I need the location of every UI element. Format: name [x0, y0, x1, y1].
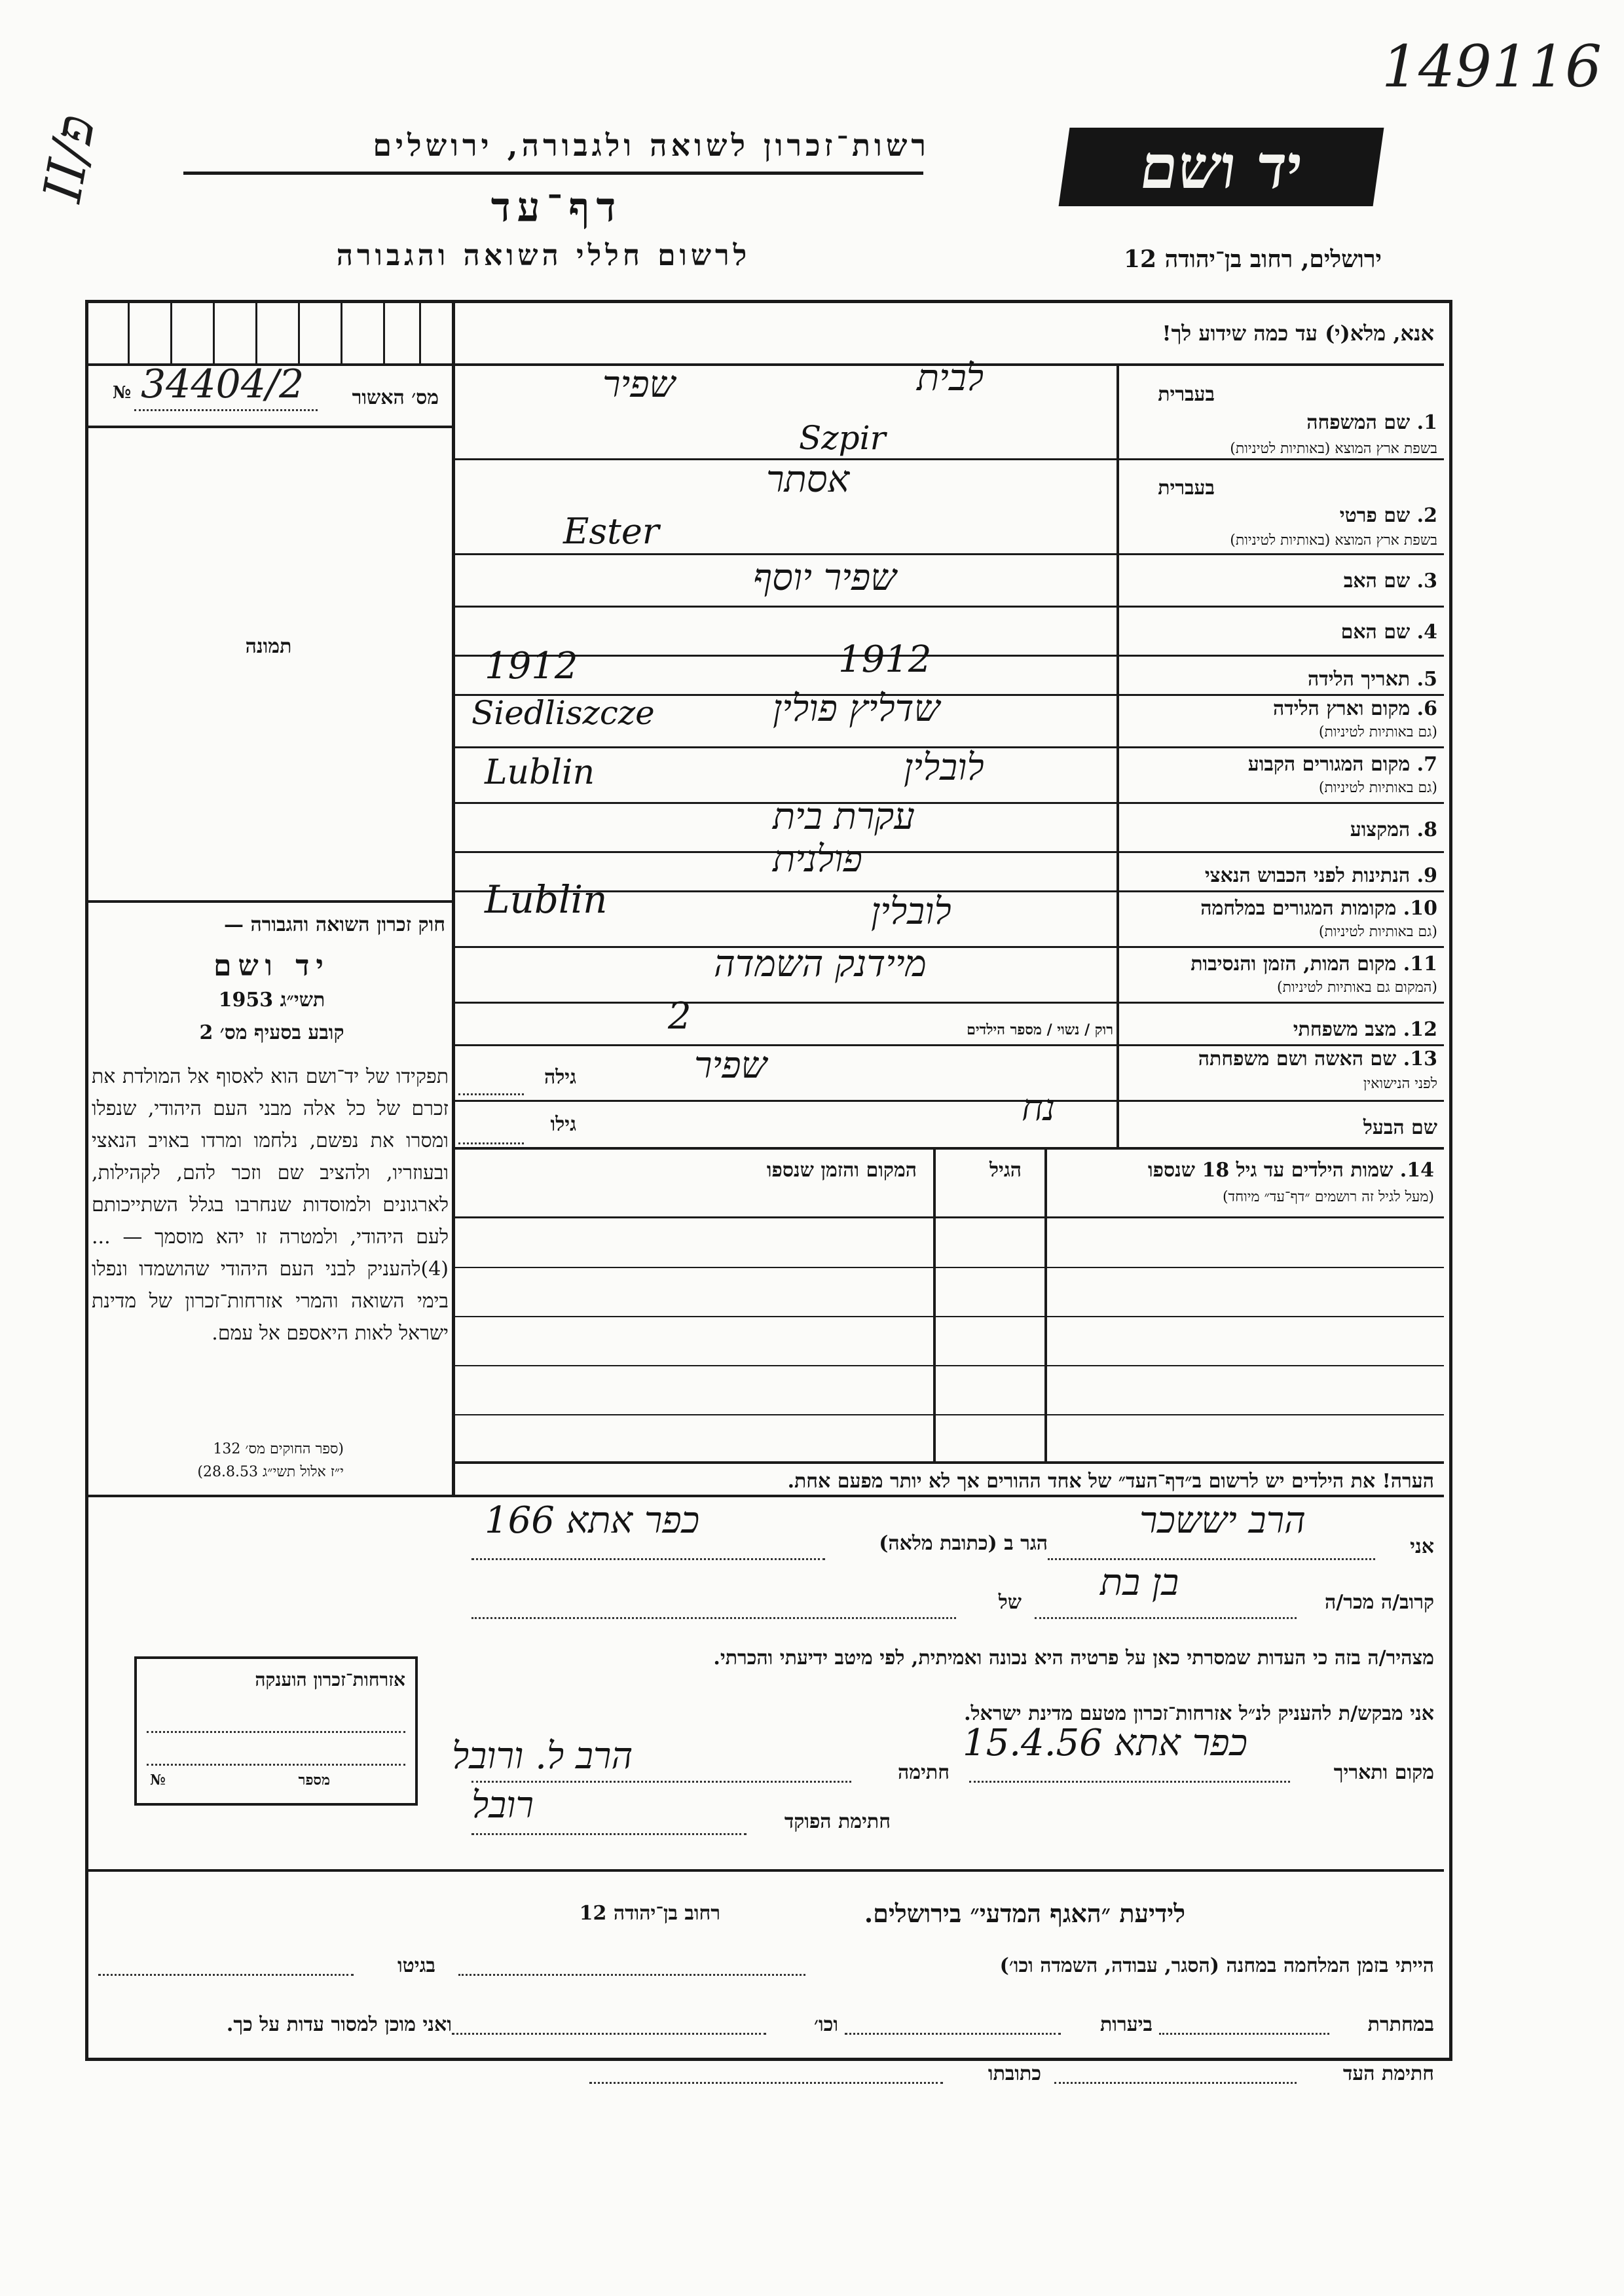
f5-value-2: 1912	[838, 638, 932, 681]
f2-value-lat: Ester	[563, 511, 659, 552]
f6-value-he: שדליץ פולין	[773, 687, 940, 730]
f1-value-lat: Szpir	[799, 419, 886, 457]
f5-value: 1912	[485, 645, 578, 687]
f11-value: מיידנק השמדה	[714, 943, 927, 985]
f6-value-lat: Siedliszcze	[471, 694, 655, 732]
archive-number: 149116	[1382, 33, 1602, 100]
f10-value-he: לובלין	[871, 890, 951, 933]
f13-value: שפיר	[694, 1044, 767, 1087]
f1-value-he: שפיר	[602, 363, 676, 406]
f1-value-he2: לבית	[917, 357, 984, 399]
law-title: חוק זכרון השואה והגבורה —	[224, 913, 445, 936]
form-title: דף־עד	[490, 183, 623, 231]
f10-value-lat: Lublin	[485, 877, 608, 922]
law-name: יד ושם	[213, 949, 330, 983]
photo-label: תמונה	[245, 635, 292, 658]
form-subtitle: לרשום חללי השואה והגבורה	[336, 239, 751, 272]
reg-label: מס׳ האשור	[352, 386, 439, 409]
law-ref-1: (ספר החוקים מס׳ 132	[213, 1441, 344, 1457]
law-clause: קובע בסעיף מס׳ 2	[199, 1021, 344, 1044]
label-column-divider	[1116, 363, 1119, 1148]
f2-value-he: אסתר	[766, 458, 850, 501]
header-address: ירושלים, רחוב בן־יהודה 12	[1123, 246, 1382, 273]
law-body: תפקידו של יד־ושם הוא לאסוף אל המולדת את זכרם של כל אלה מבני העם היהודי, שנפלו ומסרו את נפשם, נלחמו ומרדו באויב הנאצי ובעוזריו, ולהציב שם וזכר להם, לקהילות, לארגונים ולמוסדות שנחרבו בגלל השתייכותם לעם היהודי, ולמטרה זו יהא מוסמך — ...(4)להעניק לבני העם היהודי שהושמדו ונפלו בימי השואה והמרי אזרחות־זכרון של מדינת ישראל לאות היאספם אל עמם.	[92, 1065, 449, 1345]
place-date-value: כפר אתא 15.4.56	[963, 1722, 1247, 1764]
note: הערה! את הילדים יש לרשום ב״דף־העד״ של אחד ההורים אך לא יותר מפעם אחת.	[787, 1470, 1434, 1493]
husband-value: נח	[1022, 1087, 1056, 1129]
intro-text: אנא, מלא(י) עד כמה שידוע לך!	[1162, 321, 1434, 346]
reg-value: 34404/2	[141, 361, 304, 407]
f9-value: פולנית	[773, 838, 862, 881]
declarant-name: הרב יששכר	[1139, 1499, 1306, 1542]
yad-vashem-logo: יד ושם	[1059, 128, 1384, 206]
f3-value: שפיר יוסף	[753, 556, 896, 599]
authority-title: רשות־זכרון לשואה ולגבורה, ירושלים	[373, 128, 930, 163]
law-year: תשי״ג 1953	[218, 989, 325, 1011]
f8-value: עקרת בית	[773, 795, 915, 838]
corner-mark: II/פ	[31, 110, 107, 207]
citizenship-box: אזרחות־זכרון הוענקה מספר №	[134, 1656, 418, 1806]
f7-value-he: לובלין	[904, 746, 984, 789]
f12-value: 2	[668, 995, 692, 1038]
declarant-relative: בן בת	[1100, 1561, 1179, 1604]
f7-value-lat: Lublin	[485, 753, 595, 792]
law-ref-2: י״ז אלול תשי״ג 28.8.53)	[197, 1464, 344, 1480]
authority-underline	[183, 172, 923, 175]
official-signature-value: רובל	[471, 1784, 534, 1827]
declarant-address: כפר אתא 166	[485, 1499, 700, 1542]
reg-prefix: №	[113, 383, 132, 403]
signature-value: הרב ל. ורובל	[452, 1735, 633, 1777]
